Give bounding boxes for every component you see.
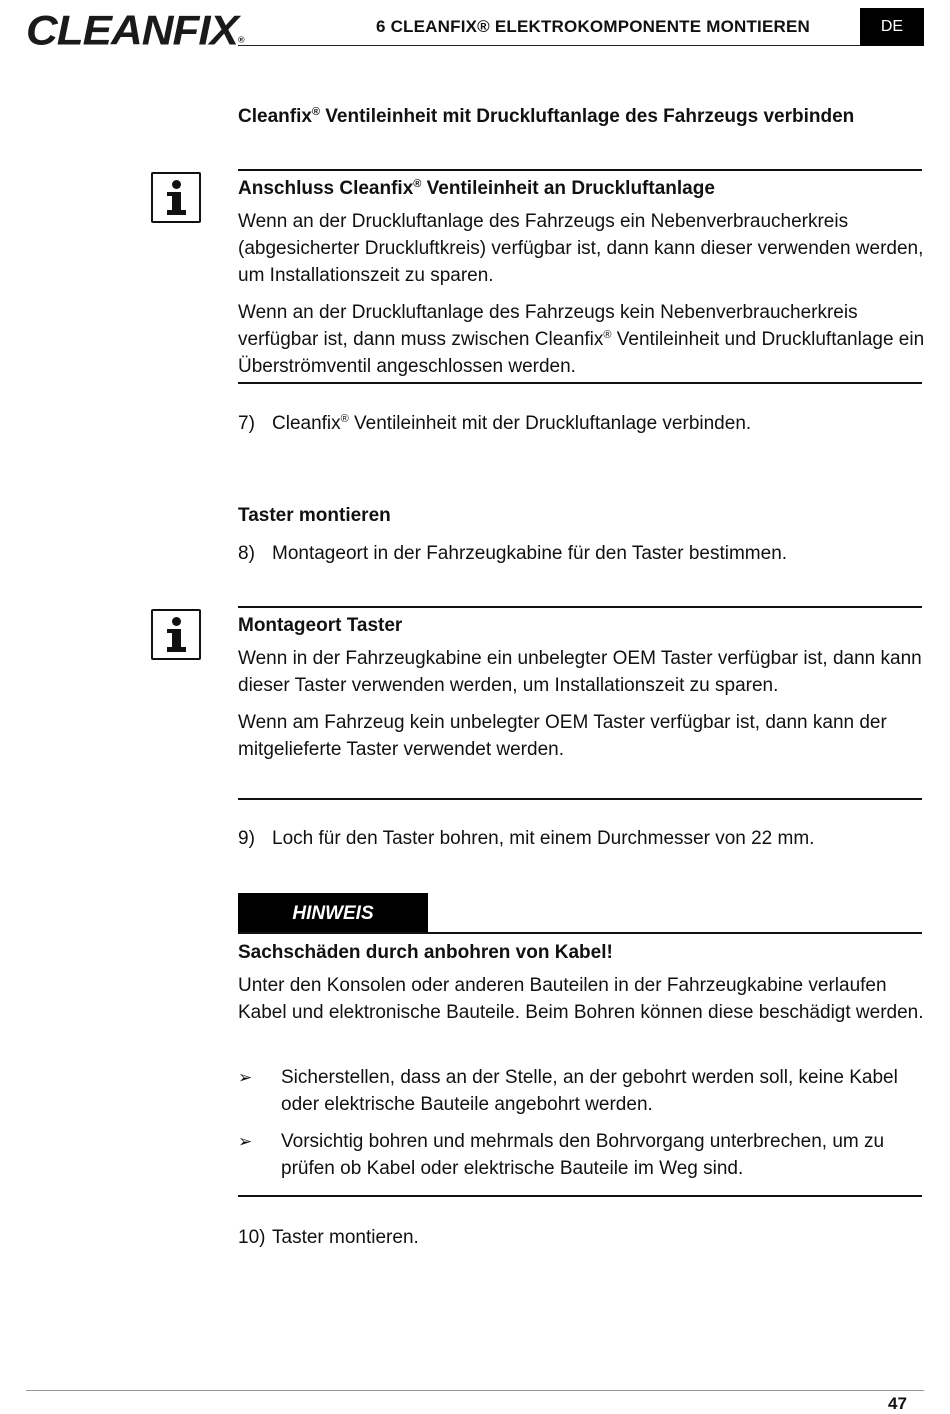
section-heading-ventileinheit: Cleanfix® Ventileinheit mit Druckluftanlage des Fahrzeugs verbinden [238,106,855,127]
section-heading-taster: Taster montieren [238,505,391,526]
notice-top-rule [238,932,922,934]
info-box-title: Montageort Taster [238,615,403,636]
notice-bullet: ➢ Vorsichtig bohren und mehrmals den Bohrvorgang unterbrechen, um zu prüfen ob Kabel oder elektrische Bauteile im Weg sind. [238,1128,918,1182]
step-8: 8) Montageort in der Fahrzeugkabine für den Taster bestimmen. [238,543,788,564]
notice-badge: HINWEIS [238,893,428,934]
cleanfix-logo: CLEANFIX® [26,7,244,54]
info-box-connection [238,175,928,380]
notice-bullet: ➢ Sicherstellen, dass an der Stelle, an der gebohrt werden soll, keine Kabel oder elektrische Bauteile angebohrt werden. [238,1064,918,1118]
arrow-bullet-icon: ➢ [238,1132,253,1151]
info-box-mounting [238,612,928,763]
footer-divider [26,1390,924,1391]
step-10: 10) Taster montieren. [238,1227,419,1248]
arrow-bullet-icon: ➢ [238,1068,253,1087]
info-box-top-rule [238,169,922,171]
info-paragraph: Wenn am Fahrzeug kein unbelegter OEM Taster verfügbar ist, dann kann der mitgelieferte Taster verwendet werden. [238,712,887,760]
language-badge: DE [860,8,924,46]
chapter-title: 6 CLEANFIX® ELEKTROKOMPONENTE MONTIEREN [376,17,811,36]
info-box-bottom-rule [238,382,922,384]
page-number: 47 [888,1394,907,1413]
notice-paragraph: Unter den Konsolen oder anderen Bauteilen in der Fahrzeugkabine verlaufen Kabel und elektronische Bauteile. Beim Bohren können diese beschädigt werden. [238,975,924,1023]
notice-bottom-rule [238,1195,922,1197]
info-paragraph: Wenn in der Fahrzeugkabine ein unbelegter OEM Taster verfügbar ist, dann kann dieser Taster verwenden werden, um Installationszeit zu sparen. [238,648,922,696]
info-box-bottom-rule [238,798,922,800]
info-box-title: Anschluss Cleanfix® Ventileinheit an Druckluftanlage [238,178,715,199]
step-7: 7) Cleanfix® Ventileinheit mit der Druckluftanlage verbinden. [238,413,752,434]
header-divider [238,45,860,46]
info-paragraph: Wenn an der Druckluftanlage des Fahrzeugs kein Nebenverbraucherkreis verfügbar ist, dann muss zwischen Cleanfix® Ventileinheit und Druckluftanlage ein Überströmventil angeschlossen werden. [238,302,925,377]
info-icon [151,172,201,223]
info-paragraph: Wenn an der Druckluftanlage des Fahrzeugs ein Nebenverbraucherkreis (abgesicherter Druckluftkreis) verfügbar ist, dann kann dieser verwenden werden, um Installationszeit zu sparen. [238,211,924,286]
step-9: 9) Loch für den Taster bohren, mit einem Durchmesser von 22 mm. [238,828,815,849]
notice-box [238,939,928,1026]
notice-title: Sachschäden durch anbohren von Kabel! [238,942,613,963]
info-box-top-rule [238,606,922,608]
info-icon [151,609,201,660]
